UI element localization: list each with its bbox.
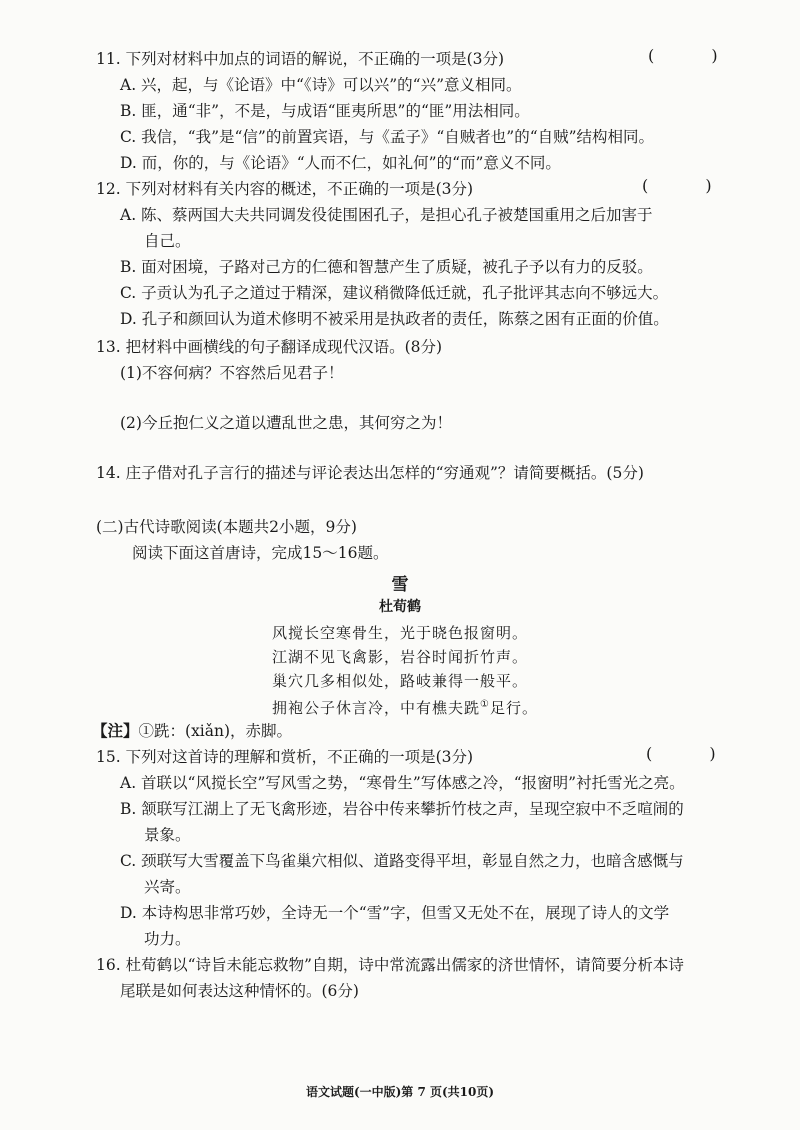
poem-line-1: 风搅长空寒骨生，光于晓色报窗明。 [272,624,529,642]
q16-stem-line1: 16. 杜荀鹤以“诗旨未能忘救物”自期，诗中常流露出儒家的济世情怀，请简要分析本诗 [96,956,684,974]
q12-stem: 12. 下列对材料有关内容的概述，不正确的一项是(3分) [96,180,474,198]
poem-line-3: 巢穴几多相似处，路岐兼得一般平。 [272,672,529,690]
q11-stem: 11. 下列对材料中加点的词语的解说，不正确的一项是(3分) [96,50,505,68]
q11-option-d: D. 而，你的，与《论语》“人而不仁，如礼何”的“而”意义不同。 [120,154,561,172]
footnote-tag: 【注】 [92,721,139,740]
q13-stem: 13. 把材料中画横线的句子翻译成现代汉语。(8分) [96,338,443,356]
section-heading: (二)古代诗歌阅读(本题共2小题，9分) [96,518,357,536]
q11-answer-bracket[interactable]: ( ) [648,46,744,65]
poem-author: 杜荀鹤 [379,599,421,615]
q12-option-b: B. 面对困境，子路对己方的仁德和智慧产生了质疑，被孔子予以有力的反驳。 [120,258,653,276]
q11-option-c: C. 我信，“我”是“信”的前置宾语，与《孟子》“自贼者也”的“自贼”结构相同。 [120,128,655,146]
q16-stem-line2: 尾联是如何表达这种情怀的。(6分) [120,982,359,1000]
q11-option-a: A. 兴，起，与《论语》中“《诗》可以兴”的“兴”意义相同。 [120,76,522,94]
q14-stem: 14. 庄子借对孔子言行的描述与评论表达出怎样的“穷通观”？请简要概括。(5分) [96,464,644,482]
q12-option-c: C. 子贡认为孔子之道过于精深，建议稍微降低迁就，孔子批评其志向不够远大。 [120,284,669,302]
poem-line-4-tail: 足行。 [489,699,538,717]
q13-sentence-2: (2)今丘抱仁义之道以遭乱世之患，其何穷之为！ [120,414,452,432]
q15-option-b-line2: 景象。 [144,826,191,844]
q15-option-d-line1: D. 本诗构思非常巧妙，全诗无一个“雪”字，但雪又无处不在，展现了诗人的文学 [120,904,670,922]
q15-answer-bracket[interactable]: ( ) [646,744,742,763]
q12-option-d: D. 孔子和颜回认为道术修明不被采用是执政者的责任，陈蔡之困有正面的价值。 [120,310,669,328]
section-instruction: 阅读下面这首唐诗，完成15～16题。 [132,544,389,562]
poem-line-2: 江湖不见飞禽影，岩谷时闻折竹声。 [272,648,529,666]
footnote-text: ①跣：(xiǎn)，赤脚。 [138,722,293,740]
q15-option-c-line2: 兴寄。 [144,878,191,896]
q15-option-c-line1: C. 颈联写大雪覆盖下鸟雀巢穴相似、道路变得平坦，彰显自然之力，也暗含感慨与 [120,852,684,870]
poem-line-4-text: 拥袍公子休言冷，中有樵夫跣 [272,699,481,717]
q15-option-a: A. 首联以“风搅长空”写风雪之势，“寒骨生”写体感之冷，“报窗明”衬托雪光之亮。 [120,774,685,792]
q12-answer-bracket[interactable]: ( ) [642,176,738,195]
q15-stem: 15. 下列对这首诗的理解和赏析，不正确的一项是(3分) [96,748,474,766]
footnote [92,720,292,742]
q12-option-a-line1: A. 陈、蔡两国大夫共同调发役徒围困孔子，是担心孔子被楚国重用之后加害于 [120,206,653,224]
poem-line-4 [272,694,538,719]
page-footer: 语文试题(一中版)第 7 页(共10页) [305,1085,495,1099]
q11-option-b: B. 匪，通“非”，不是，与成语“匪夷所思”的“匪”用法相同。 [120,102,530,120]
footnote-marker: ① [480,699,490,710]
q12-option-a-line2: 自己。 [144,232,191,250]
q15-option-b-line1: B. 颔联写江湖上了无飞禽形迹，岩谷中传来攀折竹枝之声，呈现空寂中不乏喧闹的 [120,800,684,818]
q15-option-d-line2: 功力。 [144,930,191,948]
q13-sentence-1: (1)不容何病？不容然后见君子！ [120,364,344,382]
poem-title: 雪 [391,575,409,595]
